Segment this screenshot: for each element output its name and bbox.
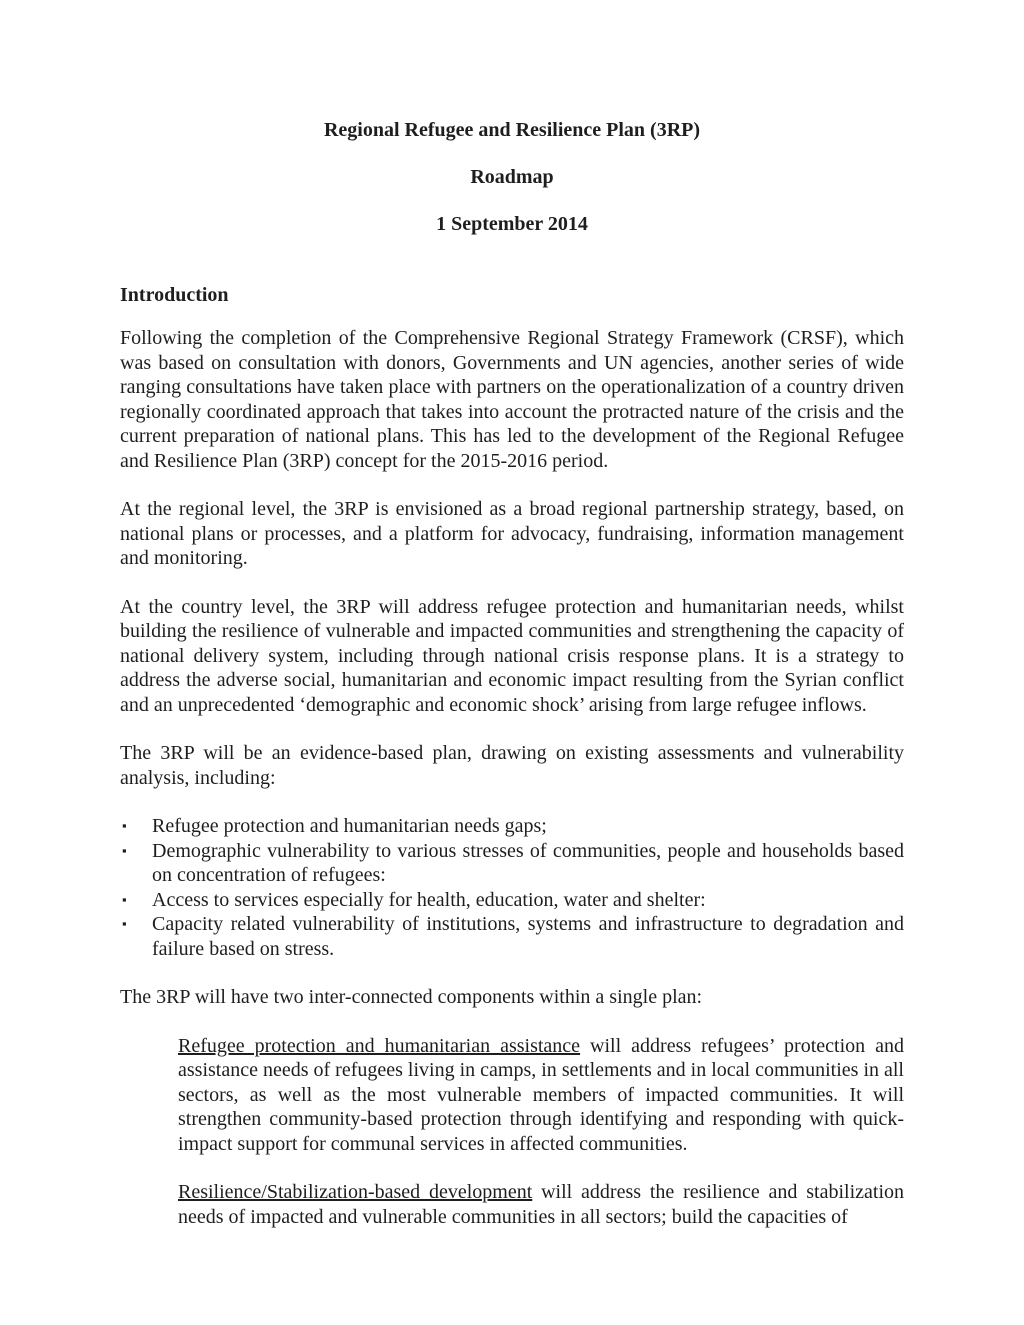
paragraph-regional-level: At the regional level, the 3RP is envisioned as a broad regional partnership strategy, based, on national plans or processes, and a platform for advocacy, fundraising, information management and monitoring. xyxy=(120,498,904,569)
bullet-item-capacity-vulnerability: Capacity related vulnerability of institutions, systems and infrastructure to degradation and failure based on stress. xyxy=(152,913,904,960)
square-bullet-icon: ▪ xyxy=(122,842,127,858)
component-body-refugee-protection: will address refugees’ protection and assistance needs of refugees living in camps, in settlements and in local communities in all sectors, as well as the most vulnerable members of impacted communities. It will strengthen community-based protection through identifying and responding with quick-impact support for communal services in affected communities. xyxy=(178,1034,904,1155)
square-bullet-icon: ▪ xyxy=(122,916,127,931)
bullet-item-access-to-services: Access to services especially for health, education, water and shelter: xyxy=(152,888,706,911)
title-block xyxy=(120,118,904,237)
paragraph-components-intro: The 3RP will have two inter-connected components within a single plan: xyxy=(120,986,703,1008)
list-item xyxy=(120,839,904,888)
document-title: Regional Refugee and Resilience Plan (3RP) xyxy=(323,119,701,141)
section-heading-introduction: Introduction xyxy=(120,284,229,306)
list-item xyxy=(120,912,904,961)
vulnerability-analysis-list xyxy=(120,814,904,961)
component-title-refugee-protection: Refugee protection and humanitarian assistance xyxy=(178,1034,581,1057)
bullet-item-demographic-vulnerability: Demographic vulnerability to various stresses of communities, people and households based on concentration of refugees: xyxy=(152,839,904,886)
list-item xyxy=(120,814,904,839)
document-subtitle: Roadmap xyxy=(470,166,554,188)
paragraph-evidence-based-plan: The 3RP will be an evidence-based plan, drawing on existing assessments and vulnerability analysis, including: xyxy=(120,742,904,789)
component-title-resilience-development: Resilience/Stabilization-based development xyxy=(178,1181,533,1203)
square-bullet-icon: ▪ xyxy=(122,891,127,907)
bullet-item-protection-gaps: Refugee protection and humanitarian needs gaps; xyxy=(152,815,547,837)
list-item xyxy=(120,888,904,913)
paragraph-component-resilience-development xyxy=(178,1180,904,1229)
square-bullet-icon: ▪ xyxy=(122,818,127,833)
paragraph-country-level: At the country level, the 3RP will address refugee protection and humanitarian needs, whilst building the resilience of vulnerable and impacted communities and strengthening the capacity of national delivery system, including through national crisis response plans. It is a strategy to address the adverse social, humanitarian and economic impact resulting from the Syrian conflict and an unprecedented ‘demographic and economic shock’ arising from large refugee inflows. xyxy=(120,595,904,716)
document-date: 1 September 2014 xyxy=(436,213,588,235)
paragraph-component-refugee-protection xyxy=(178,1034,904,1157)
paragraph-crsf-background: Following the completion of the Comprehensive Regional Strategy Framework (CRSF), which was based on consultation with donors, Governments and UN agencies, another series of wide ranging consultations have taken place with partners on the operationalization of a country driven regionally coordinated approach that takes into account the protracted nature of the crisis and the current preparation of national plans. This has led to the development of the Regional Refugee and Resilience Plan (3RP) concept for the 2015-2016 period. xyxy=(120,327,904,472)
component-body-resilience-development: will address the resilience and stabilization needs of impacted and vulnerable communities in all sectors; build the capacities of xyxy=(178,1181,905,1228)
